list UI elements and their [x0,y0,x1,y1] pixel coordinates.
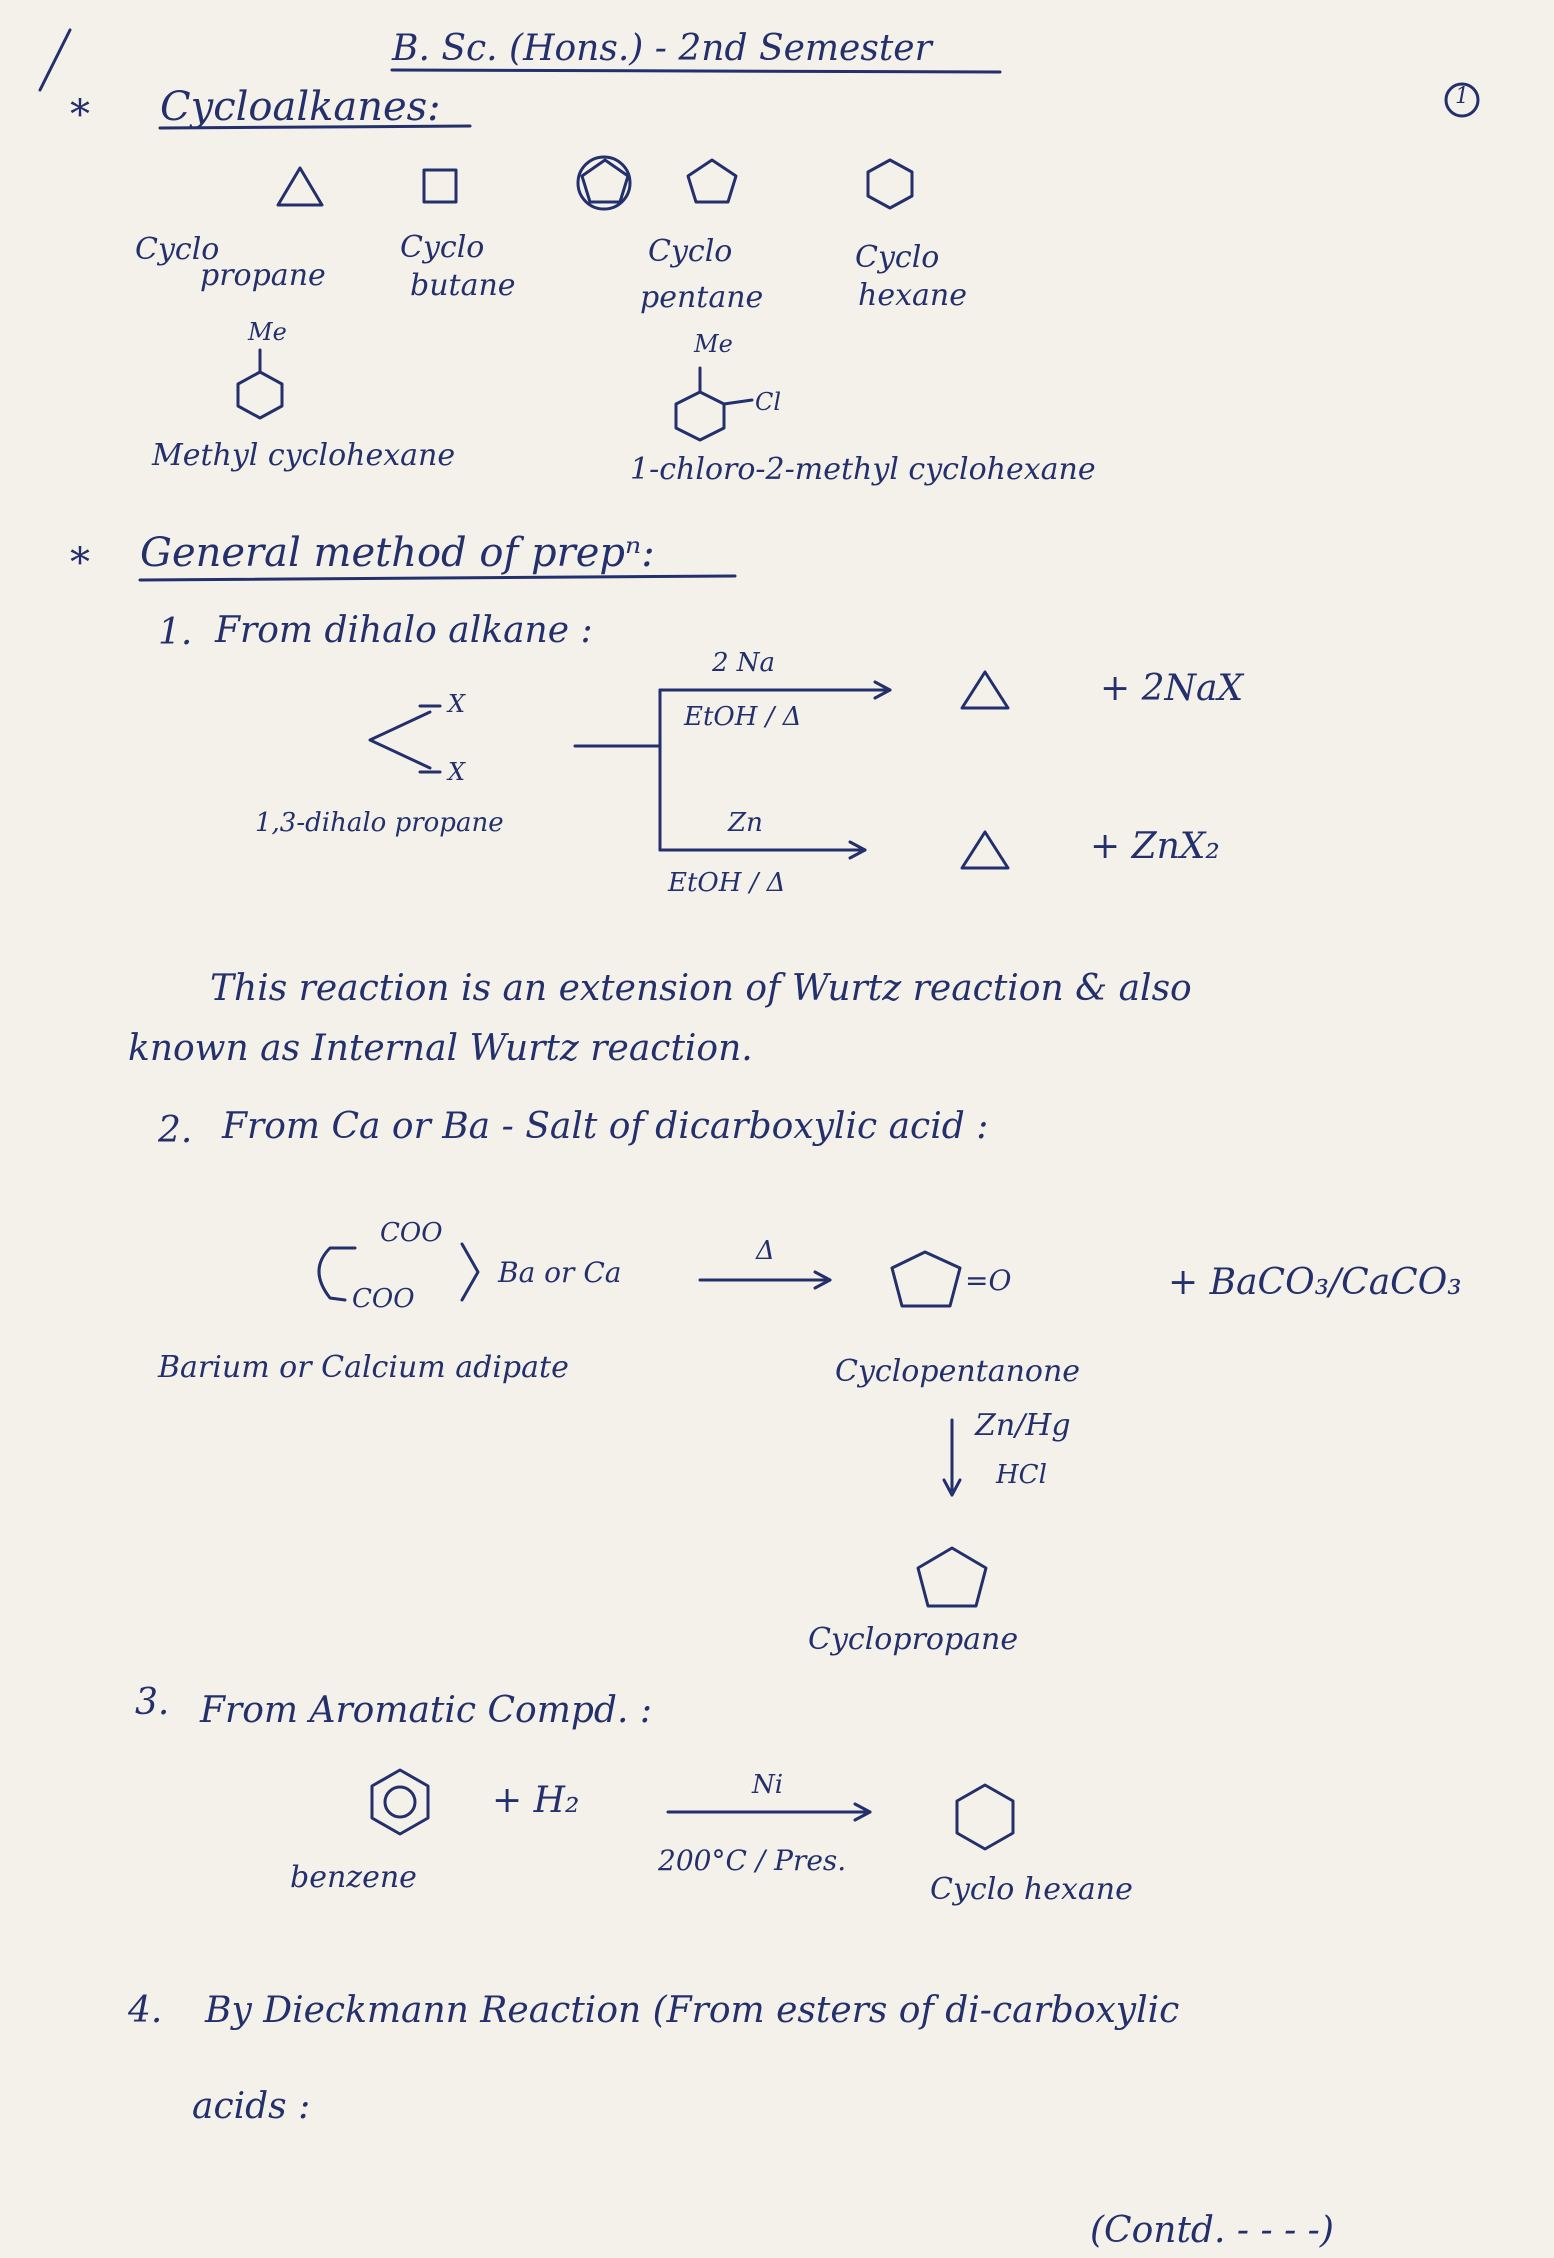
method1-reagent-top: 2 Na [712,648,776,678]
benzene-ring [372,1770,428,1834]
product-cyclopropane-2 [962,832,1008,868]
method4-title-line2: acids : [192,2086,311,2127]
method2-reactant-label: Barium or Calcium adipate [158,1350,569,1385]
method2-coo-bottom: COO [352,1284,415,1314]
label-cl: Cl [755,388,782,416]
label-cyclopentane-line1: Cyclo [648,234,733,269]
label-cyclopropane-line2: propane [200,258,326,293]
method1-product-bottom: + ZnX₂ [1090,826,1220,867]
method2-byproduct: + BaCO₃/CaCO₃ [1168,1262,1462,1303]
methylcyclohexane-ring [238,372,282,418]
general-heading-underline [140,576,735,580]
label-me-1: Me [248,318,287,346]
benzene-inner-circle [385,1787,415,1817]
method2-reduction-2: HCl [996,1460,1047,1490]
method3-catalyst: Ni [752,1770,784,1800]
bullet-star: * [70,92,90,138]
section-heading-cycloalkanes: Cycloalkanes: [160,84,441,130]
label-methylcyclohexane: Methyl cyclohexane [152,438,456,473]
method3-reactant-label: benzene [290,1860,417,1895]
method2-number: 2. [158,1110,193,1151]
dihalopropane-chain [370,712,430,768]
method1-product-top: + 2NaX [1100,668,1244,709]
cyclohexane-ring [868,160,912,208]
method1-title: From dihalo alkane : [215,610,593,651]
cyclopentane-product-ring [918,1548,986,1606]
label-cyclobutane-line2: butane [410,268,516,303]
chloro-bond [724,400,752,404]
method2-carbonyl: =O [965,1264,1012,1297]
bullet-star-2: * [70,540,90,586]
method2-metal: Ba or Ca [498,1256,622,1289]
bracket [462,1244,478,1300]
cyclopentane-ring-a [582,160,628,202]
method4-number: 4. [128,1990,163,2031]
label-cyclopentane-line2: pentane [640,280,764,315]
method1-x-top: X [448,690,466,718]
method2-title: From Ca or Ba - Salt of dicarboxylic acid : [222,1106,989,1147]
cyclopropane-ring [278,168,322,205]
method1-x-bottom: X [448,758,466,786]
method3-product-label: Cyclo hexane [930,1872,1133,1907]
cyclobutane-ring [424,170,456,202]
method1-number: 1. [158,612,193,653]
method1-condition-bottom: EtOH / Δ [668,868,786,898]
page-header-title: B. Sc. (Hons.) - 2nd Semester [392,28,932,69]
product-cyclopropane-1 [962,672,1008,708]
method3-number: 3. [135,1682,170,1723]
margin-stroke [40,30,70,90]
method1-condition-top: EtOH / Δ [684,702,802,732]
page-number: 1 [1455,84,1469,109]
method2-ketone-label: Cyclopentanone [835,1354,1081,1389]
method3-conditions: 200°C / Pres. [658,1844,847,1877]
label-cyclobutane-line1: Cyclo [400,230,485,265]
method1-reagent-bottom: Zn [728,808,763,838]
label-me-2: Me [694,330,733,358]
method3-title: From Aromatic Compd. : [200,1690,652,1731]
label-cyclopropane-line1: Cyclo [135,232,220,267]
method4-title-line1: By Dieckmann Reaction (From esters of di-carboxylic [205,1990,1180,2031]
method2-heat: Δ [756,1236,775,1266]
method1-reactant-label: 1,3-dihalo propane [255,808,504,838]
label-cyclohexane-line2: hexane [858,278,967,313]
label-cyclohexane-line1: Cyclo [855,240,940,275]
cyclohexane-product-ring [957,1785,1013,1849]
cyclopentane-ring [688,160,736,202]
label-chloromethylcyclohexane: 1-chloro-2-methyl cyclohexane [630,452,1096,487]
adipate-chain [319,1248,355,1300]
chloromethyl-ring [676,392,724,440]
section-heading-general: General method of prepⁿ: [140,530,655,576]
cyclopentanone-ring [892,1252,960,1306]
method2-product-label: Cyclopropane [808,1622,1019,1657]
header-underline [392,70,1000,72]
note-line-1: This reaction is an extension of Wurtz reaction & also [210,968,1192,1009]
contd-note: (Contd. - - - -) [1090,2210,1334,2251]
method2-coo-top: COO [380,1218,443,1248]
note-line-2: known as Internal Wurtz reaction. [128,1028,753,1069]
method3-plus-h2: + H₂ [492,1780,580,1821]
method2-reduction-1: Zn/Hg [975,1408,1071,1443]
